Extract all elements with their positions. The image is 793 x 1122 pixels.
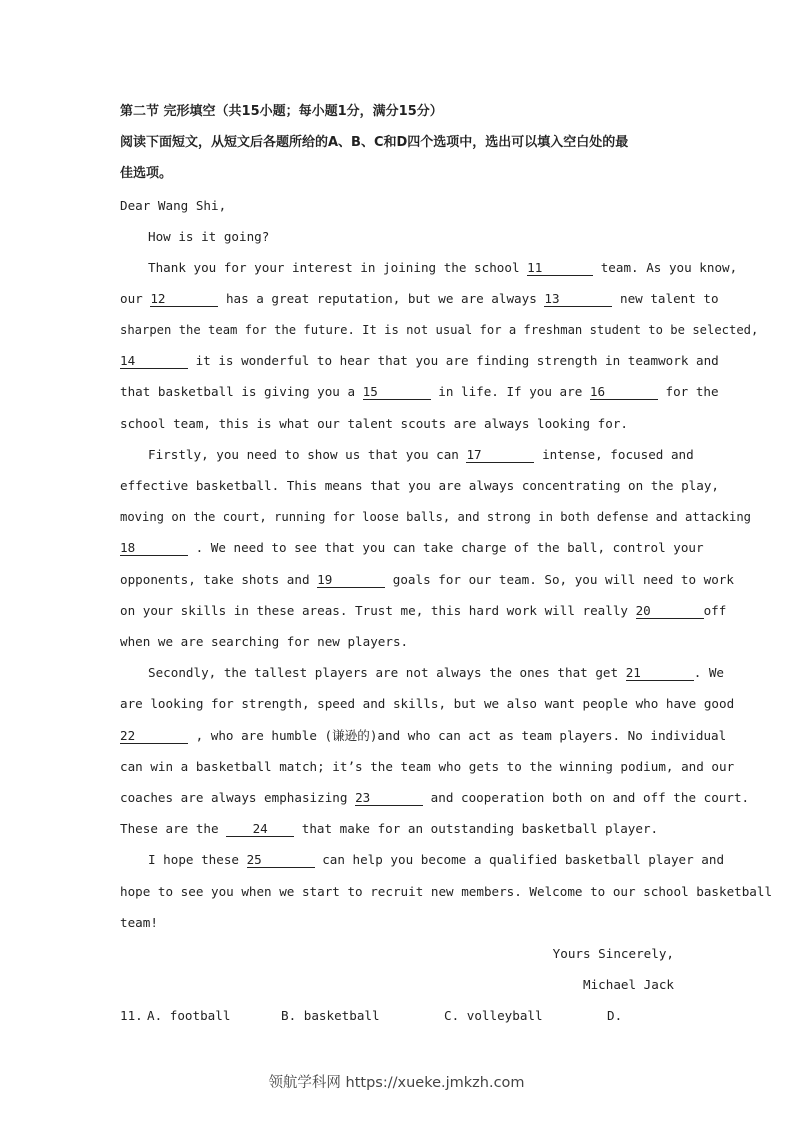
paragraph-2-line-1 xyxy=(148,446,694,464)
instruction-line-1: 阅读下面短文，从短文后各题所给的A、B、C和D四个选项中，选出可以填入空白处的最 xyxy=(120,135,629,150)
paragraph-3-line-2: are looking for strength, speed and skills, but we also want people who have good xyxy=(120,696,735,711)
blank-24: 24 xyxy=(226,822,294,837)
blank-11: 11 xyxy=(527,261,593,276)
signature: Michael Jack xyxy=(583,977,674,992)
text: new talent to xyxy=(620,291,719,306)
text: . We xyxy=(693,665,725,680)
paragraph-2-line-4 xyxy=(120,539,704,557)
salutation: Dear Wang Shi, xyxy=(120,198,227,213)
paragraph-1-line-5 xyxy=(120,383,719,401)
paragraph-2-line-5 xyxy=(120,571,734,589)
text: that make for an outstanding basketball player. xyxy=(301,821,659,836)
text: and cooperation both on and off the court. xyxy=(430,790,750,805)
text: can help you become a qualified basketball player and xyxy=(322,852,725,867)
text: our xyxy=(120,291,143,306)
text: for the xyxy=(665,384,719,399)
paragraph-1-line-4 xyxy=(120,352,719,370)
blank-15: 15 xyxy=(363,385,431,400)
blank-18: 18 xyxy=(120,541,188,556)
footer-watermark: 领航学科网 https://xueke.jmkzh.com xyxy=(268,1075,525,1091)
text: team. As you know, xyxy=(600,260,738,275)
paragraph-4-line-2: hope to see you when we start to recruit new members. Welcome to our school basketball xyxy=(120,884,773,899)
text: in life. If you are xyxy=(438,384,583,399)
paragraph-2-line-7: when we are searching for new players. xyxy=(120,634,409,649)
paragraph-3-line-4: can win a basketball match; it’s the team who gets to the winning podium, and our xyxy=(120,759,735,774)
paragraph-2-line-3: moving on the court, running for loose balls, and strong in both defense and attacking xyxy=(120,510,752,524)
text: intense, focused and xyxy=(542,447,694,462)
text: . We need to see that you can take charge of the ball, control your xyxy=(195,540,704,555)
paragraph-3-line-1 xyxy=(148,664,725,682)
blank-13: 13 xyxy=(544,292,612,307)
text: opponents, take shots and xyxy=(120,572,310,587)
text: it is wonderful to hear that you are finding strength in teamwork and xyxy=(195,353,719,368)
paragraph-1-line-3: sharpen the team for the future. It is not usual for a freshman student to be selected, xyxy=(120,323,759,337)
greeting: How is it going? xyxy=(148,229,270,244)
paragraph-1-line-6: school team, this is what our talent scouts are always looking for. xyxy=(120,416,628,431)
text: goals for our team. So, you will need to work xyxy=(392,572,734,587)
text: that basketball is giving you a xyxy=(120,384,356,399)
blank-12: 12 xyxy=(150,292,218,307)
text: I hope these xyxy=(148,852,239,867)
paragraph-1-line-2 xyxy=(120,290,719,308)
text: Thank you for your interest in joining the school xyxy=(148,260,520,275)
text: Firstly, you need to show us that you can xyxy=(148,447,459,462)
option-d: D. xyxy=(607,1008,623,1023)
text: has a great reputation, but we are always xyxy=(225,291,537,306)
section-title: 第二节 完形填空（共15小题；每小题1分，满分15分） xyxy=(120,104,443,119)
paragraph-3-line-6 xyxy=(120,820,674,838)
blank-21: 21 xyxy=(626,666,694,681)
paragraph-1-line-1 xyxy=(148,259,738,277)
option-a: A. football xyxy=(147,1008,231,1023)
question-number: 11. xyxy=(120,1008,143,1023)
text: coaches are always emphasizing xyxy=(120,790,348,805)
blank-14: 14 xyxy=(120,354,188,369)
blank-19: 19 xyxy=(317,573,385,588)
blank-22: 22 xyxy=(120,729,188,744)
paragraph-3-line-5 xyxy=(120,789,750,807)
paragraph-2-line-2: effective basketball. This means that you are always concentrating on the play, xyxy=(120,478,719,493)
paragraph-4-line-1 xyxy=(148,851,725,869)
option-b: B. basketball xyxy=(281,1008,380,1023)
text: Secondly, the tallest players are not always the ones that get xyxy=(148,665,619,680)
blank-17: 17 xyxy=(466,448,534,463)
text: on your skills in these areas. Trust me, this hard work will really xyxy=(120,603,628,618)
text: , who are humble (谦逊的)and who can act as team players. No individual xyxy=(195,728,727,743)
blank-25: 25 xyxy=(247,853,315,868)
paragraph-3-line-3 xyxy=(120,727,727,745)
instruction-line-2: 佳选项。 xyxy=(120,166,173,181)
option-c: C. volleyball xyxy=(444,1008,543,1023)
blank-16: 16 xyxy=(590,385,658,400)
text: These are the xyxy=(120,821,219,836)
blank-23: 23 xyxy=(355,791,423,806)
blank-20: 20 xyxy=(636,604,704,619)
question-11 xyxy=(120,1007,674,1025)
paragraph-2-line-6 xyxy=(120,602,727,620)
paragraph-4-line-3: team! xyxy=(120,915,158,930)
text: off xyxy=(703,603,727,618)
closing: Yours Sincerely, xyxy=(552,946,674,961)
